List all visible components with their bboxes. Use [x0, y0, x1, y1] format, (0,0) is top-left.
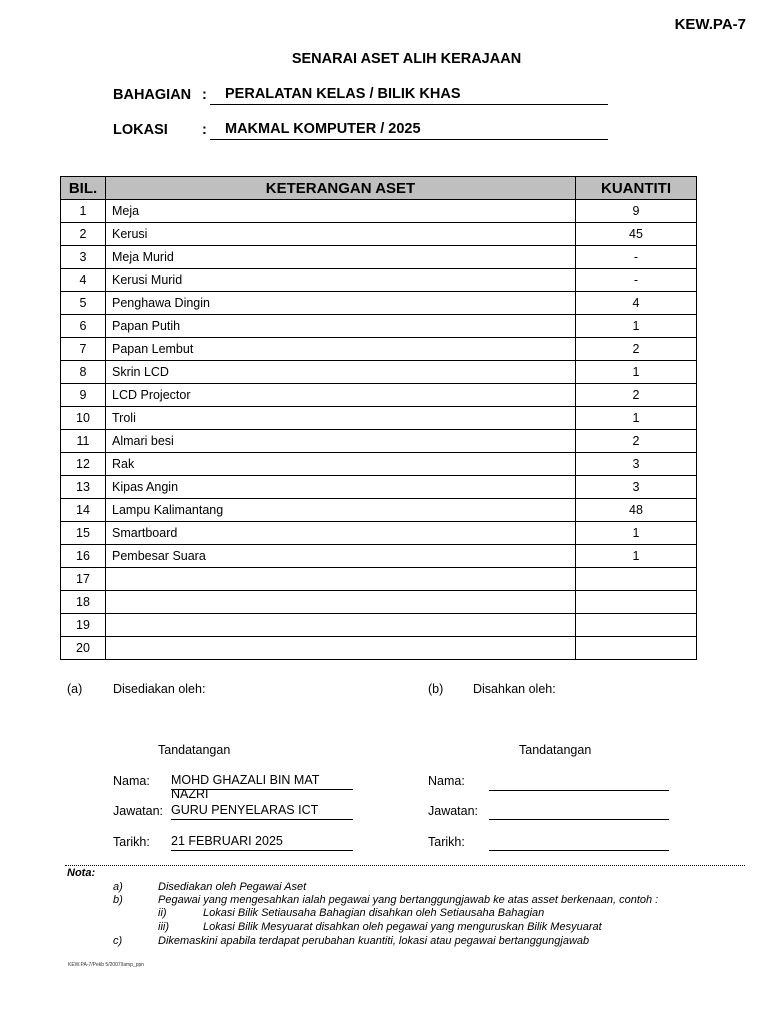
row-description: LCD Projector — [106, 384, 576, 407]
row-description: Smartboard — [106, 522, 576, 545]
row-quantity: 4 — [576, 292, 697, 315]
note-text: Lokasi Bilik Setiausaha Bahagian disahkan oleh Setiausaha Bahagian — [203, 907, 545, 919]
table-row — [61, 568, 697, 591]
row-bil: 1 — [61, 200, 106, 223]
row-quantity: 9 — [576, 200, 697, 223]
row-bil: 20 — [61, 637, 106, 660]
row-bil: 6 — [61, 315, 106, 338]
row-description: Pembesar Suara — [106, 545, 576, 568]
row-description — [106, 637, 576, 660]
note-marker: iii) — [158, 921, 169, 933]
row-quantity — [576, 591, 697, 614]
table-row — [61, 384, 697, 407]
row-quantity: 2 — [576, 338, 697, 361]
row-quantity: - — [576, 269, 697, 292]
table-row — [61, 361, 697, 384]
column-header-bil: BIL. — [61, 177, 106, 200]
table-row — [61, 407, 697, 430]
section-b-nama-value — [489, 774, 669, 791]
table-row — [61, 200, 697, 223]
section-a-nama-label: Nama: — [113, 774, 150, 788]
section-a-jawatan-label: Jawatan: — [113, 804, 164, 818]
table-row — [61, 430, 697, 453]
row-quantity: - — [576, 246, 697, 269]
table-row — [61, 338, 697, 361]
section-b-signature-label: Tandatangan — [519, 743, 592, 757]
note-text: Lokasi Bilik Mesyuarat disahkan oleh pegawai yang menguruskan Bilik Mesyuarat — [203, 921, 602, 933]
document-title: SENARAI ASET ALIH KERAJAAN — [291, 51, 522, 67]
row-quantity: 45 — [576, 223, 697, 246]
row-bil: 7 — [61, 338, 106, 361]
section-a-marker: (a) — [67, 682, 83, 696]
note-marker: ii) — [158, 907, 167, 919]
note-text: Dikemaskini apabila terdapat perubahan kuantiti, lokasi atau pegawai bertanggungjawab — [158, 935, 590, 947]
row-bil: 3 — [61, 246, 106, 269]
row-description: Kerusi — [106, 223, 576, 246]
row-bil: 5 — [61, 292, 106, 315]
section-a-jawatan-value: GURU PENYELARAS ICT — [171, 803, 353, 820]
note-text: Disediakan oleh Pegawai Aset — [158, 881, 307, 893]
nota-label: Nota: — [67, 867, 96, 879]
row-description: Kerusi Murid — [106, 269, 576, 292]
row-bil: 10 — [61, 407, 106, 430]
row-quantity: 1 — [576, 361, 697, 384]
row-description: Lampu Kalimantang — [106, 499, 576, 522]
table-row — [61, 246, 697, 269]
section-b-jawatan-label: Jawatan: — [428, 804, 479, 818]
table-header-row — [61, 177, 697, 200]
section-b-heading: Disahkan oleh: — [473, 682, 556, 696]
row-quantity: 3 — [576, 453, 697, 476]
row-bil: 14 — [61, 499, 106, 522]
row-description: Penghawa Dingin — [106, 292, 576, 315]
section-a-nama-value: MOHD GHAZALI BIN MAT NAZRI — [171, 773, 353, 790]
footer-reference: KEW.PA-7/Pekb 5/2007/lamp_ppn — [68, 962, 145, 968]
row-bil: 16 — [61, 545, 106, 568]
row-quantity: 1 — [576, 522, 697, 545]
dotted-divider — [65, 865, 745, 866]
row-bil: 15 — [61, 522, 106, 545]
table-row — [61, 614, 697, 637]
lokasi-colon: : — [202, 122, 207, 138]
row-description: Troli — [106, 407, 576, 430]
note-text: Pegawai yang mengesahkan ialah pegawai yang bertanggungjawab ke atas asset berkenaan, contoh : — [158, 894, 659, 906]
table-row — [61, 223, 697, 246]
section-b-tarikh-label: Tarikh: — [428, 835, 465, 849]
row-bil: 8 — [61, 361, 106, 384]
table-row — [61, 476, 697, 499]
note-marker: c) — [113, 935, 123, 947]
column-header-keterangan: KETERANGAN ASET — [106, 177, 576, 200]
row-quantity: 48 — [576, 499, 697, 522]
row-description — [106, 614, 576, 637]
table-row — [61, 292, 697, 315]
section-b-jawatan-value — [489, 803, 669, 820]
form-code: KEW.PA-7 — [674, 16, 746, 33]
row-bil: 13 — [61, 476, 106, 499]
row-description — [106, 591, 576, 614]
table-row — [61, 637, 697, 660]
section-a-heading: Disediakan oleh: — [113, 682, 206, 696]
row-quantity: 2 — [576, 384, 697, 407]
row-description: Papan Putih — [106, 315, 576, 338]
table-row — [61, 453, 697, 476]
row-bil: 17 — [61, 568, 106, 591]
row-description — [106, 568, 576, 591]
table-row — [61, 269, 697, 292]
row-description: Papan Lembut — [106, 338, 576, 361]
note-marker: a) — [113, 881, 123, 893]
bahagian-value: PERALATAN KELAS / BILIK KHAS — [210, 86, 608, 105]
row-quantity: 2 — [576, 430, 697, 453]
row-quantity — [576, 614, 697, 637]
section-b-tarikh-value — [489, 834, 669, 851]
row-quantity: 1 — [576, 315, 697, 338]
row-description: Meja — [106, 200, 576, 223]
asset-table — [60, 176, 697, 660]
section-b-nama-label: Nama: — [428, 774, 465, 788]
row-quantity — [576, 637, 697, 660]
row-bil: 12 — [61, 453, 106, 476]
row-quantity — [576, 568, 697, 591]
lokasi-label: LOKASI — [113, 122, 168, 138]
table-row — [61, 315, 697, 338]
note-marker: b) — [113, 894, 123, 906]
row-bil: 11 — [61, 430, 106, 453]
bahagian-label: BAHAGIAN — [113, 87, 192, 103]
row-description: Almari besi — [106, 430, 576, 453]
row-description: Meja Murid — [106, 246, 576, 269]
row-bil: 18 — [61, 591, 106, 614]
row-description: Rak — [106, 453, 576, 476]
section-a-signature-label: Tandatangan — [158, 743, 231, 757]
row-quantity: 1 — [576, 545, 697, 568]
table-row — [61, 522, 697, 545]
row-quantity: 3 — [576, 476, 697, 499]
row-bil: 2 — [61, 223, 106, 246]
section-b-marker: (b) — [428, 682, 444, 696]
table-row — [61, 499, 697, 522]
row-quantity: 1 — [576, 407, 697, 430]
table-row — [61, 591, 697, 614]
column-header-kuantiti: KUANTITI — [576, 177, 697, 200]
row-bil: 4 — [61, 269, 106, 292]
table-row — [61, 545, 697, 568]
section-a-tarikh-label: Tarikh: — [113, 835, 150, 849]
lokasi-value: MAKMAL KOMPUTER / 2025 — [210, 121, 608, 140]
row-description: Skrin LCD — [106, 361, 576, 384]
bahagian-colon: : — [202, 87, 207, 103]
section-a-tarikh-value: 21 FEBRUARI 2025 — [171, 834, 353, 851]
row-description: Kipas Angin — [106, 476, 576, 499]
row-bil: 19 — [61, 614, 106, 637]
row-bil: 9 — [61, 384, 106, 407]
